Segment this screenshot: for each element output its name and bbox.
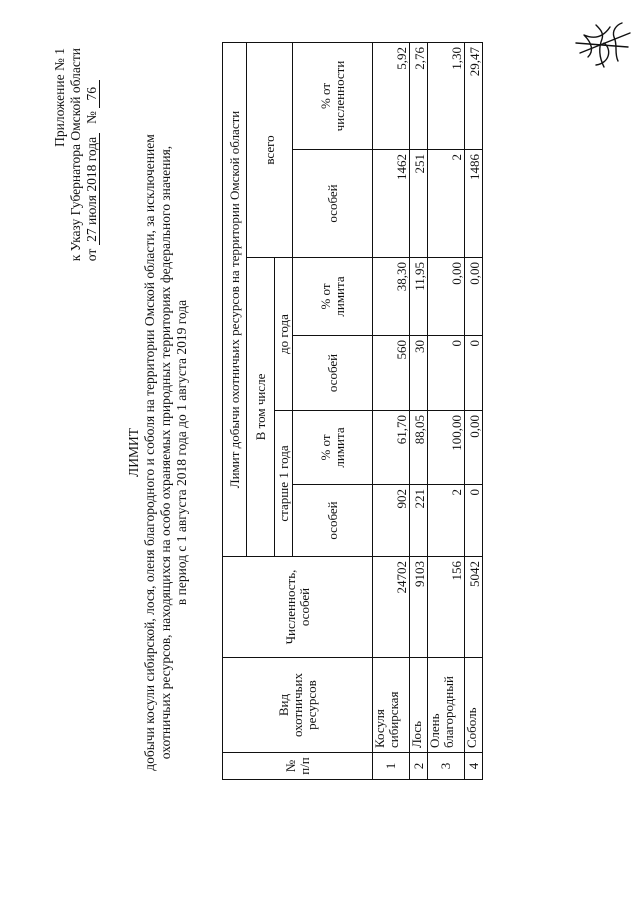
header-species: Вид охотничьих ресурсов (223, 658, 373, 753)
header-population: Численность, особей (223, 557, 373, 658)
title-line-3: в период с 1 августа 2018 года до 1 августа 2019 года (174, 299, 189, 606)
header-limit: Лимит добычи охотничьих ресурсов на территории Омской области (223, 43, 247, 557)
header-older-pct: % от лимита (293, 411, 373, 485)
header-younger-pct: % от лимита (293, 258, 373, 336)
appendix-decree: к Указу Губернатора Омской области (68, 48, 83, 262)
handwritten-signature-icon (570, 17, 636, 73)
title-heading: ЛИМИТ (126, 428, 141, 477)
header-total: всего (247, 43, 293, 258)
header-total-pct: % от численности (293, 43, 373, 150)
header-older: старше 1 года (275, 411, 293, 557)
title-line-2: охотничьих ресурсов, находящихся на особо охраняемых природных территориях федерального значения, (158, 145, 173, 760)
header-including: В том числе (247, 258, 275, 557)
header-total-individuals: особей (293, 150, 373, 258)
decree-number: 76 (85, 80, 100, 108)
header-younger: до года (275, 258, 293, 411)
document-title (126, 0, 190, 905)
table-row: 3 Олень благородный 156 2 100,00 0 0,00 2 1,30 (428, 43, 465, 780)
appendix-date-line: от 27 июля 2018 года № 76 (84, 48, 100, 261)
table-row: 1 Косуля сибирская 24702 902 61,70 560 38,30 1462 5,92 (373, 43, 410, 780)
decree-date: 27 июля 2018 года (85, 133, 100, 245)
header-num: № п/п (223, 753, 373, 780)
header-older-individuals: особей (293, 485, 373, 557)
table-row: 4 Соболь 5042 0 0,00 0 0,00 1486 29,47 (465, 43, 483, 780)
header-younger-individuals: особей (293, 336, 373, 411)
header-row-1 (223, 43, 247, 780)
title-line-1: добычи косули сибирской, лося, оленя благородного и соболя на территории Омской области, за исключением (142, 134, 157, 771)
limit-table (222, 42, 483, 780)
table-row: 2 Лось 9103 221 88,05 30 11,95 251 2,76 (410, 43, 428, 780)
appendix-block (52, 48, 100, 261)
appendix-number: Приложение № 1 (52, 48, 67, 147)
